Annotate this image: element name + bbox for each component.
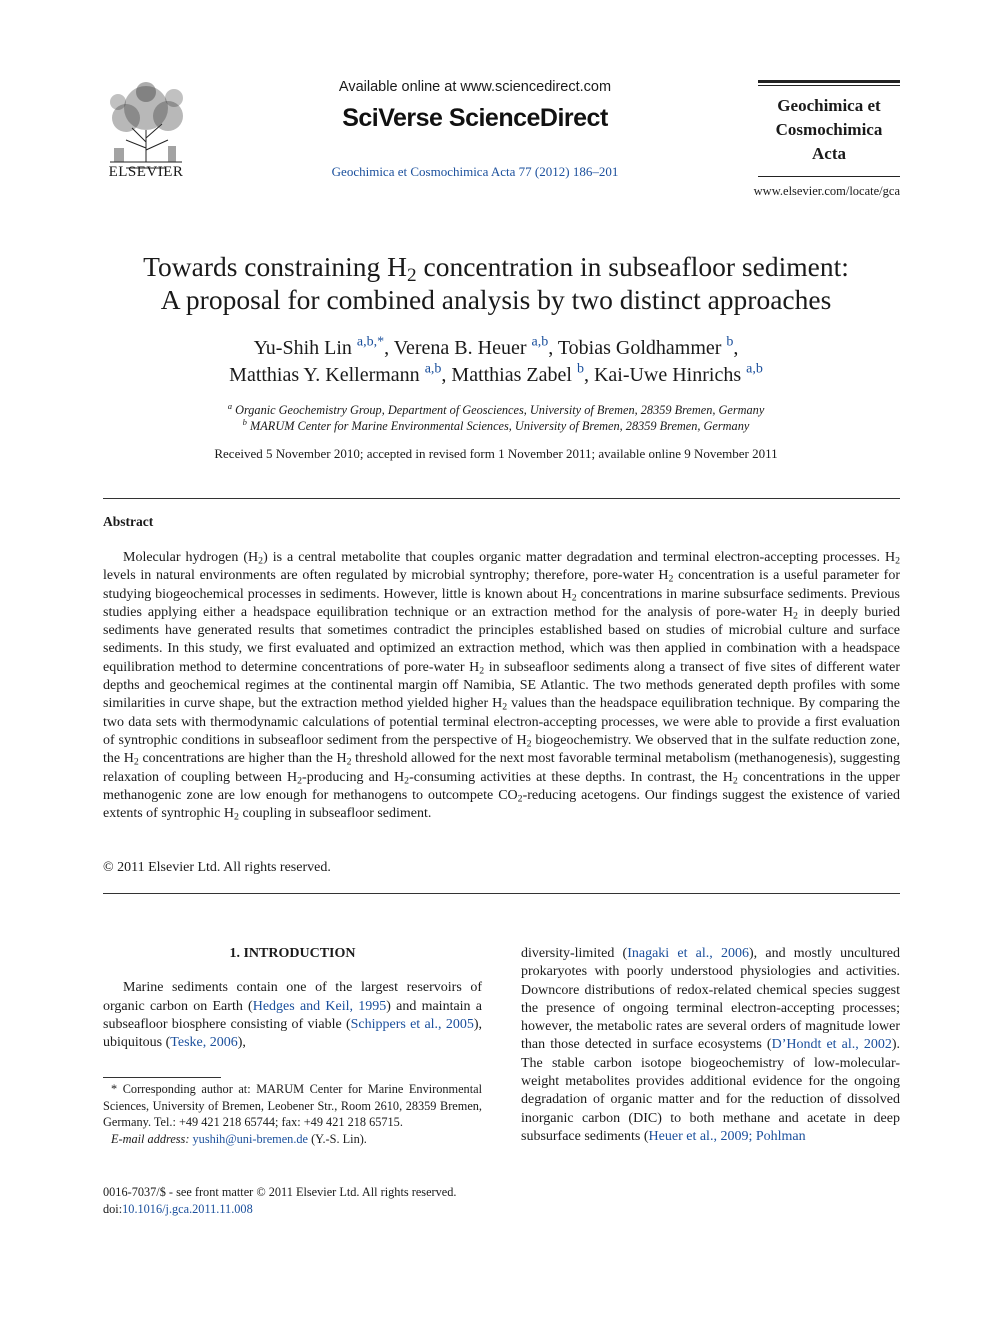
abstract-rule-bottom (103, 893, 900, 894)
author-affiliation-mark[interactable]: a,b (746, 361, 763, 377)
affiliations (60, 400, 932, 434)
abstract-body: Molecular hydrogen $(H_2)$ is a central metabolite that couples organic matter degradation and terminal electron-accepting processes. $H_2$ levels in natural environments are often regulated by microbial syntrophy; therefore, pore-water $H_2$ concentration is a useful parameter for studying biogeochemical processes in sediments. However, little is known about $H_2$ concentrations in marine subsurface sediments. Previous studies applying either a headspace equilibration technique or an extraction method for the analysis of pore-water $H_2$ in deeply buried sediments have generated results that sometimes contradict the principles established based on studies of microbial culture and surface sediments. In this study, we first evaluated and optimized an extraction method, which was then applied in combination with a headspace equilibration method to determine concentrations of pore-water $H_2$ in subseafloor sediments along a transect of five sites of different water depths and geochemical regimes at the continental margin off Namibia, SE Atlantic. The two methods generated depth profiles with some similarities in curve shape, but the extraction method yielded higher $H_2$ values than the headspace equilibration technique. By comparing the two data sets with thermodynamic calculations of potential terminal electron-accepting processes, we were able to provide a first evaluation of syntrophic conditions in subseafloor sediment from the perspective of $H_2$ biogeochemistry. We observed that in the sulfate reduction zone, the $H_2$ concentrations are higher than the $H_2$ threshold allowed for the next most favorable terminal metabolism (methanogenesis), suggesting relaxation of coupling between $H_2$-producing and $H_2$-consuming activities at these depths. In contrast, the $H_2$ concentrations in the upper methanogenic zone are low enough for methanogens to outcompete $CO_2$-reducing acetogens. Our findings suggest the existence of varied extents of syntrophic $H_2$ coupling in subseafloor sediment. (103, 550, 901, 823)
citation-link[interactable]: Teske, 2006 (170, 1035, 238, 1051)
elsevier-wordmark: ELSEVIER (108, 164, 184, 180)
doi-link[interactable]: 10.1016/j.gca.2011.11.008 (122, 1201, 253, 1216)
author-name[interactable]: Matthias Y. Kellermann (229, 364, 420, 386)
abstract-heading: Abstract (103, 514, 154, 529)
affiliation-b: $^b$ MARUM Center for Marine Environmental Sciences, University of Bremen, 28359 Bremen, Germany (242, 416, 750, 433)
author-affiliation-mark[interactable]: a,b,* (356, 334, 385, 350)
available-online-text: Available online at www.sciencedirect.com (338, 79, 612, 95)
author-name[interactable]: Yu-Shih Lin (253, 337, 352, 359)
intro-paragraph-continued: diversity-limited (Inagaki et al., 2006), and mostly uncultured prokaryotes with poorly understood physiologies and activities. Downcore distributions of redox-related chemical species suggest the presence of ongoing terminal electron-accepting processes; however, the metabolic rates are several orders of magnitude lower than those detected in surface ecosystems (D’Hondt et al., 2002). The stable carbon isotope biogeochemistry of low-molecular-weight metabolites provides additional evidence for the ongoing degradation of organic matter and for the reduction of dissolved inorganic carbon (DIC) to both methane and acetate in deep subsurface sediments (Heuer et al., 2009; Pohlman (521, 946, 901, 1144)
corresponding-author-footnote: * Corresponding author at: MARUM Center for Marine Environmental Sciences, University of Bremen, Leobener Str., Room 2610, 28359 Bremen, Germany. Tel.: +49 421 218 65744; fax: +49 421 218 65715. E-mail address: yushih@uni-bremen.de (Y.-S. Lin). (103, 1082, 482, 1146)
author-name[interactable]: Tobias Goldhammer (557, 337, 722, 359)
journal-url-link[interactable]: www.elsevier.com/locate/gca (753, 184, 900, 198)
author-list: Yu-Shih Lin $^{a,b,*}$, Verena B. Heuer $^{a,b}$, Tobias Goldhammer $^b$, Matthias Y. Kellermann $^{a,b}$, Matthias Zabel $^b$, Kai-Uwe Hinrichs $^{a,b}$ (229, 334, 763, 386)
author-name[interactable]: Matthias Zabel (451, 364, 572, 386)
author-name[interactable]: Verena B. Heuer (393, 337, 527, 359)
citation-link[interactable]: D’Hondt et al., 2002 (771, 1037, 892, 1053)
intro-paragraph: Marine sediments contain one of the largest reservoirs of organic carbon on Earth (Hedges and Keil, 1995) and maintain a subseafloor biosphere consisting of viable (Schippers et al., 2005), ubiquitous (Teske, 2006), (103, 980, 483, 1051)
journal-title-rule-top (758, 80, 900, 83)
author-name[interactable]: Kai-Uwe Hinrichs (593, 364, 742, 386)
journal-reference-link[interactable]: Geochimica et Cosmochimica Acta 77 (2012) 186–201 (331, 164, 619, 179)
right-column (521, 945, 900, 1146)
author-affiliation-mark[interactable]: b (576, 361, 584, 377)
author-affiliation-mark[interactable]: a,b (531, 334, 549, 350)
journal-title: Geochimica et Cosmochimica Acta (775, 96, 883, 163)
affiliation-a: $^a$ Organic Geochemistry Group, Department of Geosciences, University of Bremen, 28359 Bremen, Germany (227, 400, 765, 417)
left-column (103, 945, 482, 1052)
sciverse-logo[interactable]: SciVerse ScienceDirect (342, 104, 608, 132)
front-matter: 0016-7037/$ - see front matter © 2011 Elsevier Ltd. All rights reserved. doi:10.1016/j.gca.2011.11.008 (103, 1185, 457, 1216)
received-dates: Received 5 November 2010; accepted in revised form 1 November 2011; available online 9 November 2011 (214, 446, 778, 461)
citation-link[interactable]: Heuer et al., 2009; Pohlman (648, 1128, 806, 1144)
footnote-rule (103, 1077, 221, 1078)
author-affiliation-mark[interactable]: a,b (424, 361, 442, 377)
citation-link[interactable]: Hedges and Keil, 1995 (252, 998, 387, 1014)
author-affiliation-mark[interactable]: b (726, 334, 734, 350)
journal-title-rule-bottom (758, 176, 900, 177)
section-heading-introduction: 1. INTRODUCTION (229, 946, 356, 961)
elsevier-logo (96, 78, 196, 182)
abstract-copyright: © 2011 Elsevier Ltd. All rights reserved. (103, 860, 331, 875)
email-link[interactable]: yushih@uni-bremen.de (192, 1131, 309, 1146)
journal-title-rule-top-thin (758, 85, 900, 86)
citation-link[interactable]: Inagaki et al., 2006 (627, 946, 749, 961)
article-title: Towards constraining $H_2$ concentration in subseafloor sediment: A proposal for combined analysis by two distinct approaches (143, 251, 849, 315)
citation-link[interactable]: Schippers et al., 2005 (350, 1016, 474, 1032)
abstract-rule-top (103, 498, 900, 499)
